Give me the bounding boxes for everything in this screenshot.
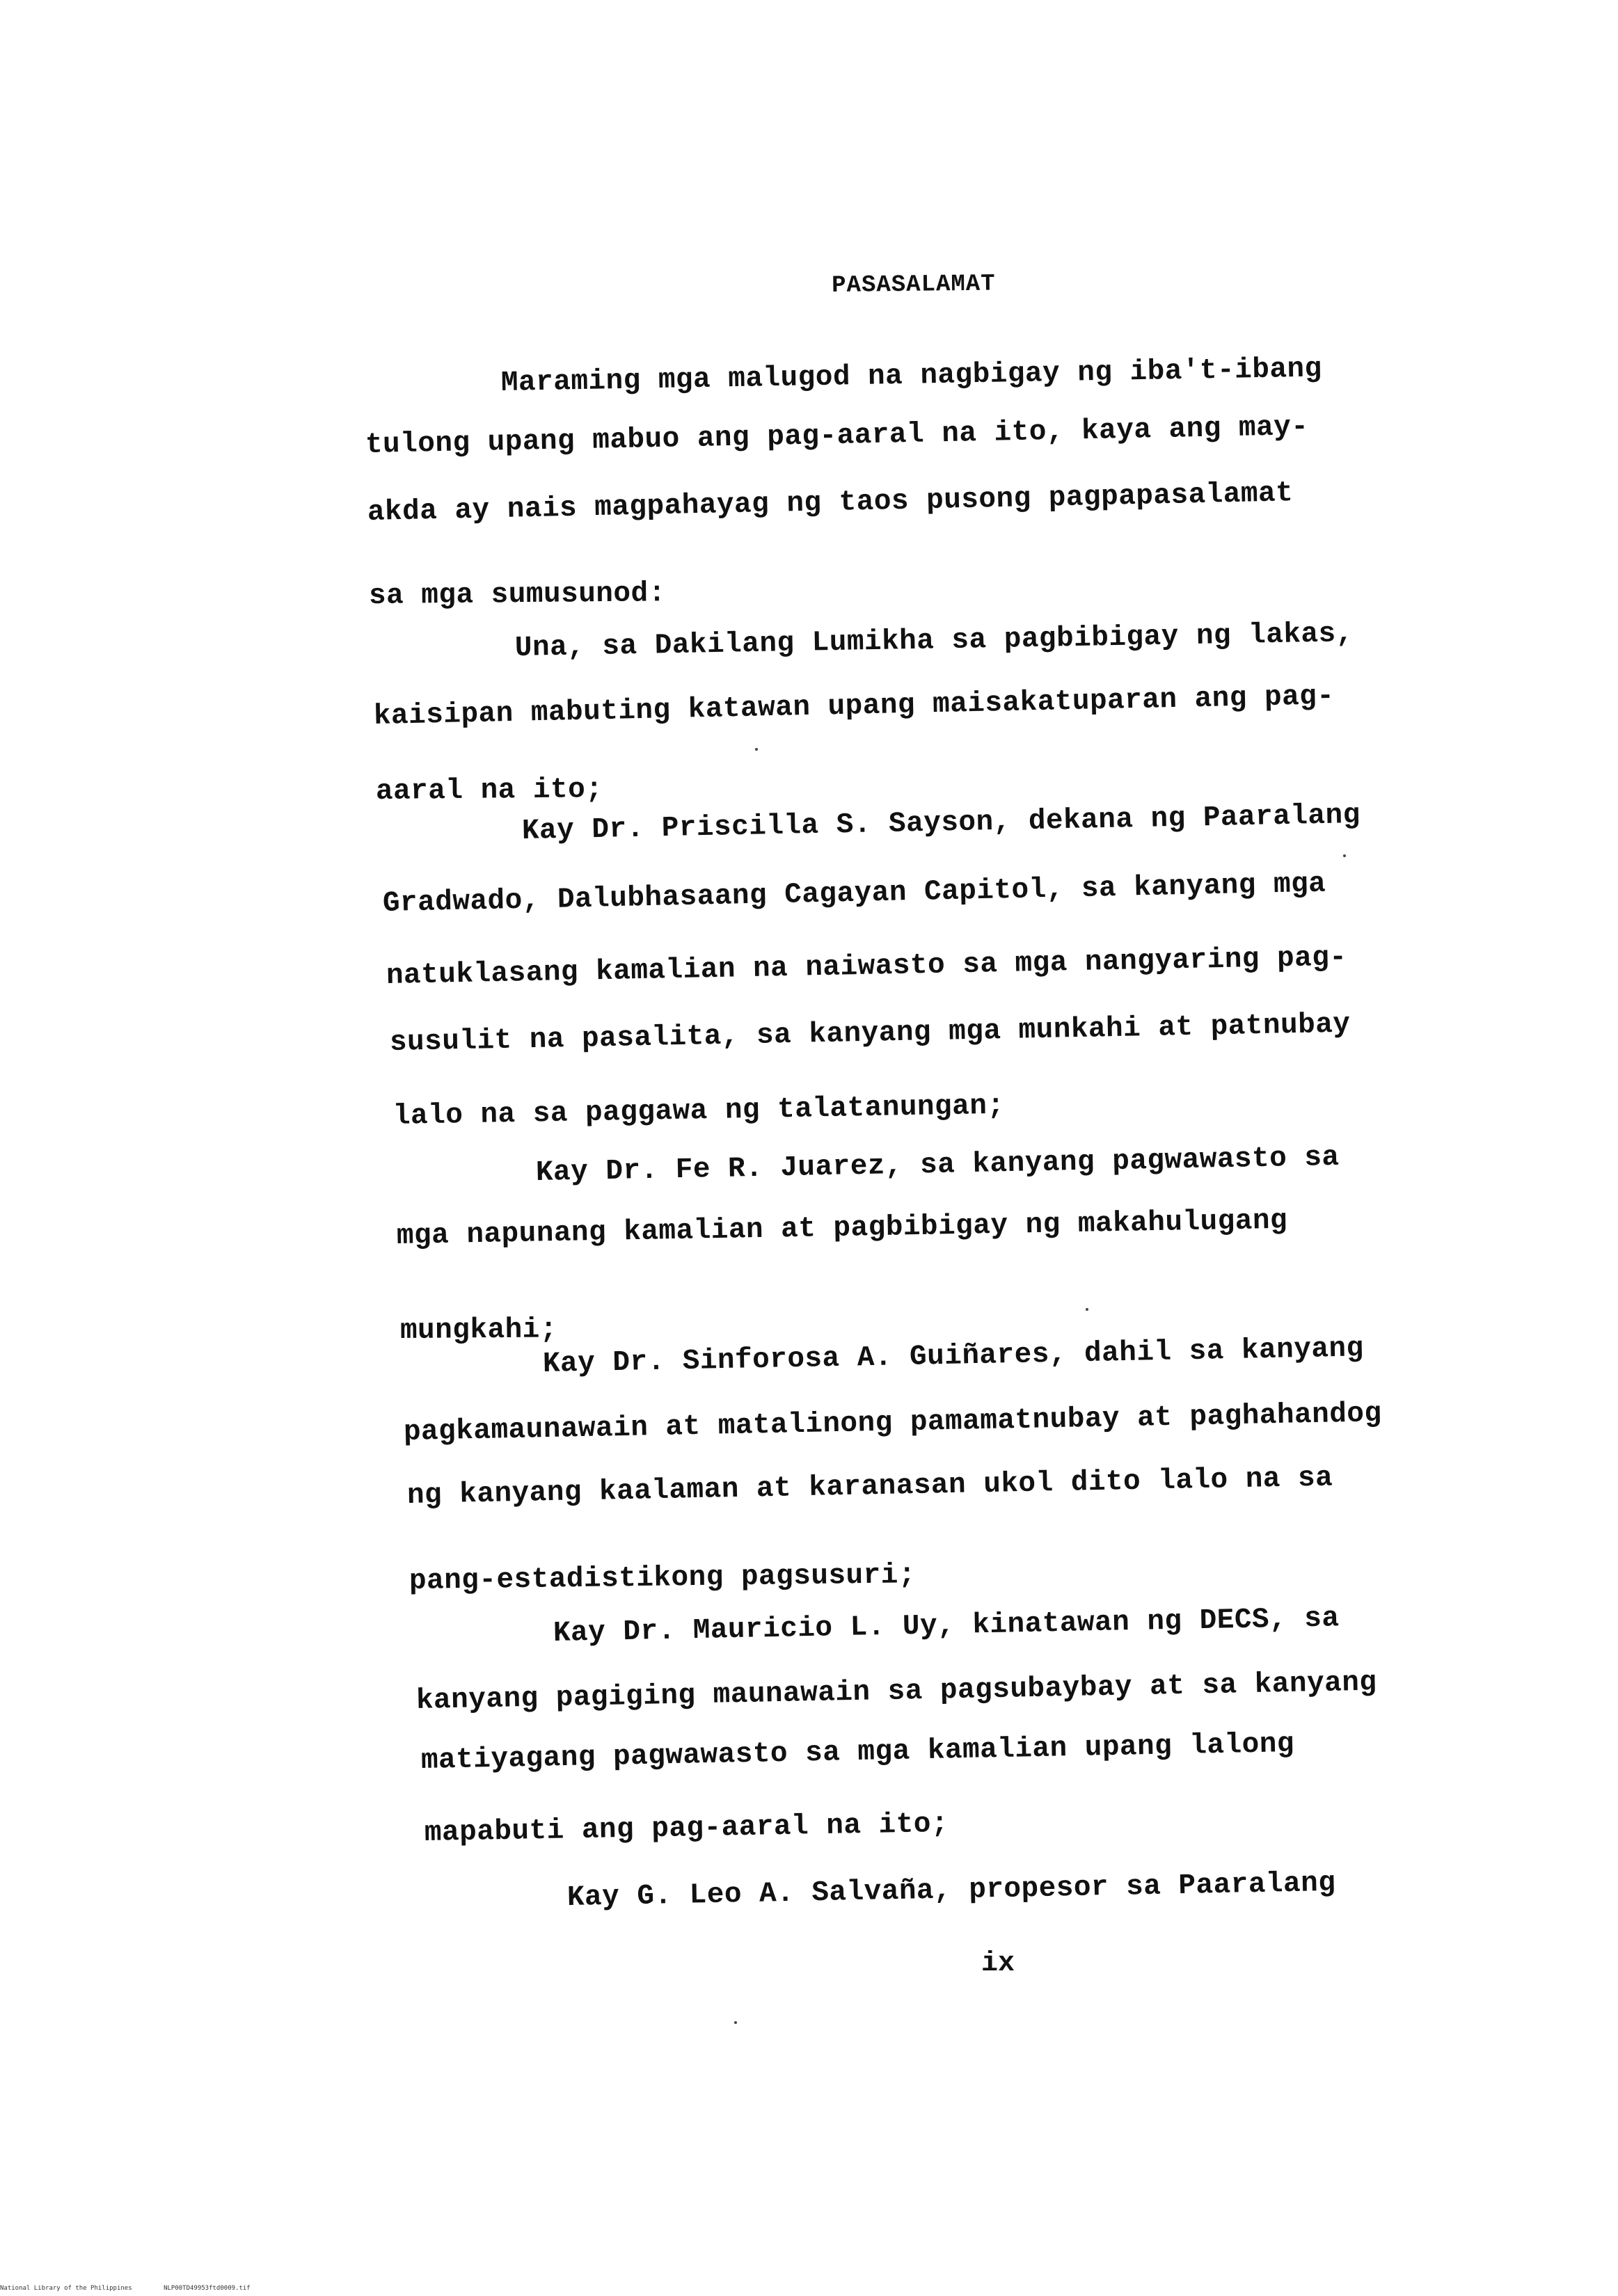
scan-speck <box>734 2021 737 2024</box>
text-line: Una, sa Dakilang Lumikha sa pagbibigay ng lakas, <box>514 617 1354 664</box>
text-line: mga napunang kamalian at pagbibigay ng makahulugang <box>396 1204 1288 1252</box>
footer-library: National Library of the Philippines <box>0 2285 132 2292</box>
text-line: Kay Dr. Sinforosa A. Guiñares, dahil sa kanyang <box>542 1332 1365 1380</box>
text-line: Maraming mga malugod na nagbigay ng iba't-ibang <box>500 353 1323 399</box>
scan-speck <box>1086 1308 1088 1311</box>
scan-speck <box>755 748 758 751</box>
text-line: tulong upang mabuo ang pag-aaral na ito, kaya ang may- <box>365 410 1309 461</box>
scan-speck <box>1343 854 1346 857</box>
scan-footer <box>0 2285 278 2292</box>
text-line: Kay Dr. Mauricio L. Uy, kinatawan ng DECS, sa <box>553 1602 1340 1650</box>
text-line: sa mga sumusunod: <box>368 577 666 612</box>
text-line: Kay Dr. Fe R. Juarez, sa kanyang pagwawasto sa <box>535 1141 1340 1189</box>
text-line: kaisipan mabuting katawan upang maisakatuparan ang pag- <box>373 680 1335 733</box>
text-line: Kay Dr. Priscilla S. Sayson, dekana ng Paaralang <box>521 799 1361 847</box>
text-line: kanyang pagiging maunawain sa pagsubaybay at sa kanyang <box>415 1666 1377 1717</box>
text-line: aaral na ito; <box>375 774 603 808</box>
page-title: PASASALAMAT <box>832 271 996 299</box>
page-number: ix <box>981 1948 1015 1979</box>
text-line: mungkahi; <box>399 1314 558 1347</box>
text-line: lalo na sa paggawa ng talatanungan; <box>392 1090 1005 1133</box>
text-line: akda ay nais magpahayag ng taos pusong pagpapasalamat <box>367 477 1294 529</box>
text-line: pagkamaunawain at matalinong pamamatnubay at paghahandog <box>403 1398 1383 1449</box>
text-line: natuklasang kamalian na naiwasto sa mga nangyaring pag- <box>386 941 1347 992</box>
text-line: Kay G. Leo A. Salvaña, propesor sa Paaralang <box>566 1867 1336 1914</box>
text-line: Gradwado, Dalubhasaang Cagayan Capitol, sa kanyang mga <box>382 868 1326 920</box>
footer-file: NLP00TD49953ftd0009.tif <box>164 2285 251 2292</box>
text-line: pang-estadistikong pagsusuri; <box>409 1559 917 1597</box>
text-line: susulit na pasalita, sa kanyang mga munkahi at patnubay <box>389 1008 1351 1059</box>
text-line: mapabuti ang pag-aaral na ito; <box>424 1808 949 1849</box>
text-line: matiyagang pagwawasto sa mga kamalian upang lalong <box>420 1728 1295 1777</box>
text-line: ng kanyang kaalaman at karanasan ukol dito lalo na sa <box>406 1462 1333 1512</box>
